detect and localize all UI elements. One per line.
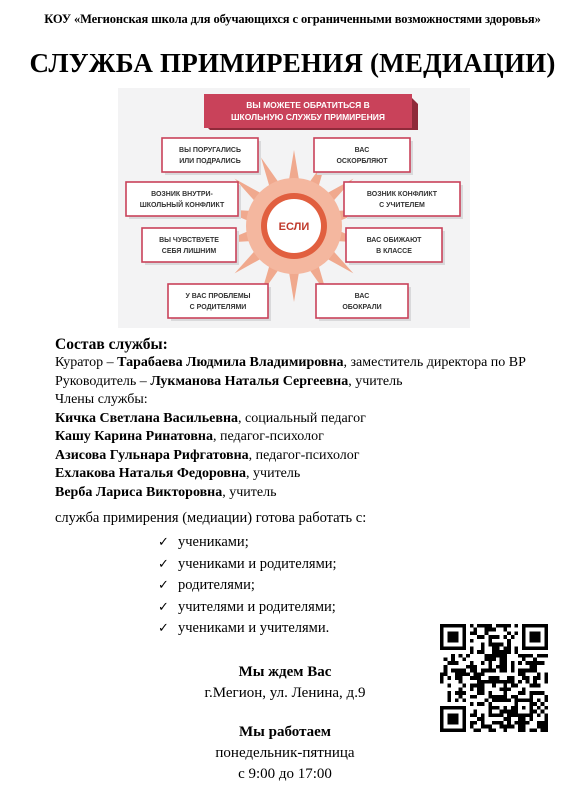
address: г.Мегион, ул. Ленина, д.9 [204, 685, 366, 701]
card-text: СЕБЯ ЛИШНИМ [161, 248, 217, 255]
member-position: , социальный педагог [238, 410, 366, 426]
member-name: Верба Лариса Викторовна [55, 484, 223, 500]
member-row [55, 428, 580, 447]
qr-code[interactable] [440, 624, 548, 732]
organization-name: КОУ «Мегионская школа для обучающихся с ограниченными возможностями здоровья» [44, 12, 541, 26]
page-title: СЛУЖБА ПРИМИРЕНИЯ (МЕДИАЦИИ) [29, 48, 556, 78]
card-text: ШКОЛЬНЫЙ КОНФЛИКТ [139, 202, 225, 209]
members-label: Члены службы: [55, 392, 148, 407]
list-item: ✓ учениками; [158, 532, 337, 554]
situation-card [316, 284, 411, 321]
situation-card [314, 138, 413, 175]
curator-position: , заместитель директора по ВР [343, 355, 526, 370]
situation-card [168, 284, 271, 321]
center-label: ЕСЛИ [278, 221, 310, 233]
check-icon: ✓ [158, 599, 169, 615]
situation-card [142, 228, 239, 265]
card-text: ВЫ ПОРУГАЛИСЬ [179, 147, 241, 154]
curator-name: Тарабаева Людмила Владимировна [117, 355, 344, 370]
card-text: ВОЗНИК КОНФЛИКТ [366, 191, 438, 198]
wait-heading: Мы ждем Вас [238, 664, 332, 680]
head-position: , учитель [348, 373, 403, 389]
member-position: , учитель [222, 484, 277, 500]
member-name: Кашу Карина Ринатовна [55, 429, 213, 444]
list-item: ✓ учениками и учителями. [158, 618, 337, 640]
card-text: ИЛИ ПОДРАЛИСЬ [179, 158, 241, 165]
hours-heading: Мы работаем [239, 724, 331, 740]
member-row [55, 410, 580, 429]
hours-block [150, 722, 420, 785]
card-text: ОБОКРАЛИ [342, 304, 382, 311]
curator-line [55, 354, 580, 373]
check-icon: ✓ [158, 578, 169, 593]
card-text: ВАС [354, 293, 370, 300]
situation-card [126, 182, 241, 219]
member-row [55, 484, 580, 503]
check-icon: ✓ [158, 621, 169, 636]
member-name: Кичка Светлана Васильевна [55, 410, 239, 426]
card-text: У ВАС ПРОБЛЕМЫ [185, 293, 251, 300]
address-block [150, 662, 420, 704]
card-text: ОСКОРБЛЯЮТ [336, 158, 388, 165]
head-line [55, 373, 580, 392]
banner-line-1: ВЫ МОЖЕТЕ ОБРАТИТЬСЯ В [246, 100, 370, 110]
staff-section [55, 336, 580, 502]
curator-role: Куратор – [55, 355, 114, 370]
work-days: понедельник-пятница [215, 745, 355, 761]
card-text: С УЧИТЕЛЕМ [379, 202, 425, 209]
check-icon: ✓ [158, 535, 169, 550]
card-text: ВАС ОБИЖАЮТ [366, 237, 422, 244]
banner [204, 94, 418, 130]
mediation-infographic [118, 88, 470, 328]
card-text: ВАС [354, 147, 370, 154]
work-list [158, 532, 337, 640]
list-item: ✓ родителями; [158, 575, 337, 597]
card-text: ВЫ ЧУВСТВУЕТЕ [159, 237, 219, 244]
banner-line-2: ШКОЛЬНУЮ СЛУЖБУ ПРИМИРЕНИЯ [231, 112, 385, 122]
card-text: С РОДИТЕЛЯМИ [189, 304, 247, 311]
member-position: , педагог-психолог [212, 429, 324, 444]
situation-card [344, 182, 463, 219]
work-hours: с 9:00 до 17:00 [238, 766, 332, 782]
member-name: Ехлакова Наталья Федоровна [55, 466, 247, 481]
check-icon: ✓ [158, 556, 169, 572]
staff-heading: Состав службы: [55, 336, 168, 353]
list-item: ✓ учениками и родителями; [158, 554, 337, 576]
card-text: ВОЗНИК ВНУТРИ- [151, 191, 213, 198]
card-text: В КЛАССЕ [376, 248, 412, 255]
list-item: ✓ учителями и родителями; [158, 597, 337, 619]
member-row [55, 447, 580, 466]
member-position: , педагог-психолог [248, 447, 360, 463]
head-name: Лукманова Наталья Сергеевна [150, 373, 349, 389]
head-role: Руководитель – [55, 373, 147, 389]
member-row [55, 465, 580, 484]
member-name: Азисова Гульнара Рифгатовна [55, 447, 249, 463]
work-intro: служба примирения (медиации) готова работать с: [55, 510, 367, 526]
situation-card [346, 228, 445, 265]
member-position: , учитель [246, 466, 301, 481]
situation-card [162, 138, 261, 175]
